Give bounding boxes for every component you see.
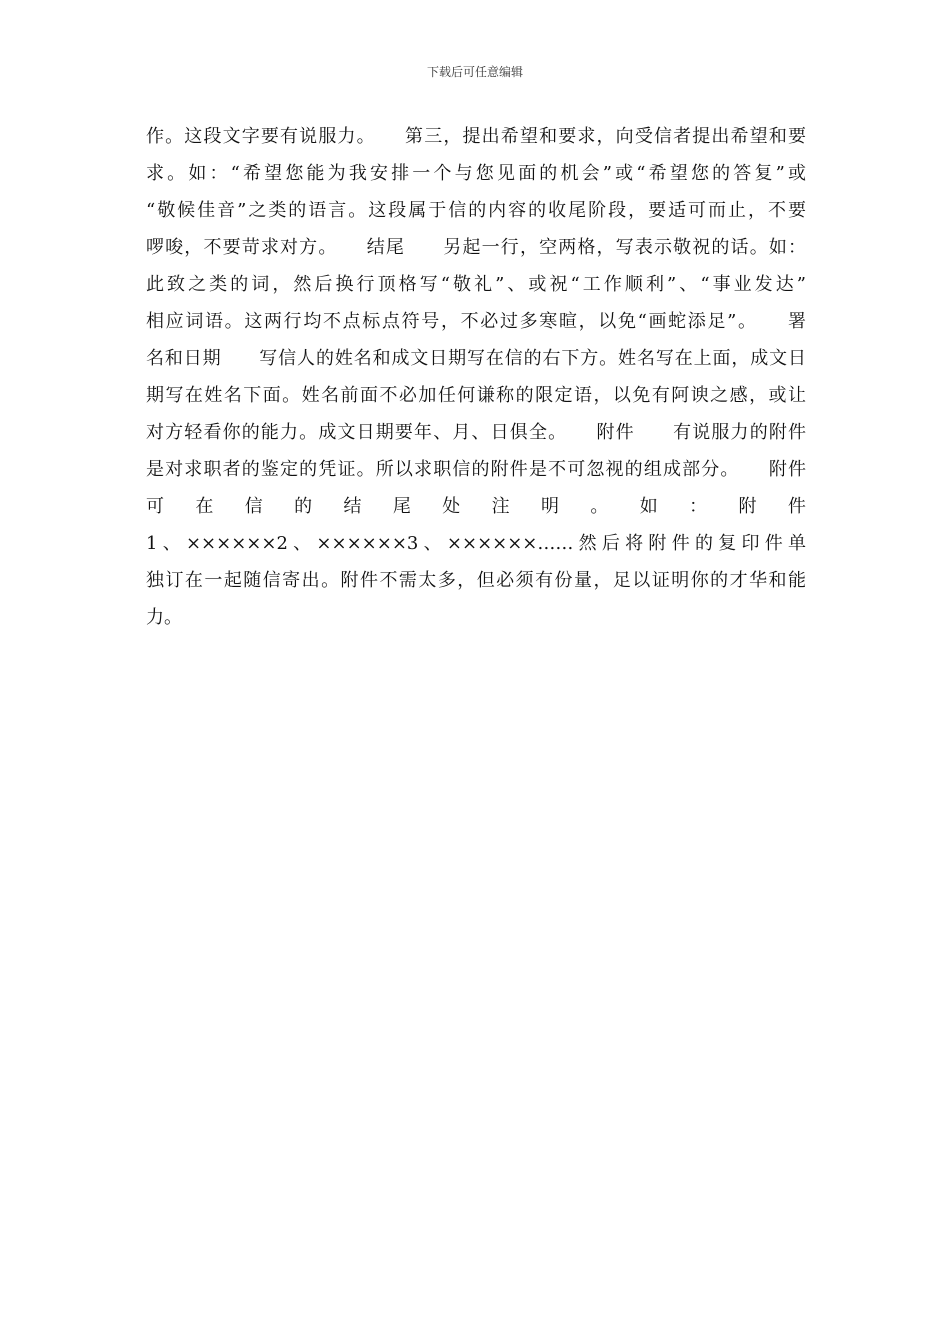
paragraph-line: 独订在一起随信寄出。附件不需太多，但必须有份量，足以证明你的才华和能	[146, 570, 806, 591]
paragraph-line: 1、××××××2、××××××3、××××××……然后将附件的复印件单	[146, 533, 806, 554]
document-body	[146, 118, 806, 636]
paragraph-line: “敬候佳音”之类的语言。这段属于信的内容的收尾阶段，要适可而止，不要	[146, 200, 806, 221]
paragraph-line-last: 力。	[146, 607, 182, 628]
paragraph-line-spread: 可 在 信 的 结 尾 处 注 明 。 如 ： 附 件	[146, 496, 806, 517]
page-header: 下载后可任意编辑	[426, 65, 523, 79]
paragraph-line: 此致之类的词，然后换行顶格写“敬礼”、或祝“工作顺利”、“事业发达”	[146, 274, 806, 295]
paragraph-line: 名和日期 写信人的姓名和成文日期写在信的右下方。姓名写在上面，成文日	[146, 348, 806, 369]
paragraph-line: 啰唆，不要苛求对方。 结尾 另起一行，空两格，写表示敬祝的话。如：	[146, 237, 806, 258]
paragraph-line: 对方轻看你的能力。成文日期要年、月、日俱全。 附件 有说服力的附件	[146, 422, 806, 443]
paragraph-line: 相应词语。这两行均不点标点符号，不必过多寒暄，以免“画蛇添足”。 署	[146, 311, 806, 332]
paragraph-line: 求。如：“希望您能为我安排一个与您见面的机会”或“希望您的答复”或	[146, 163, 806, 184]
paragraph-line: 期写在姓名下面。姓名前面不必加任何谦称的限定语，以免有阿谀之感，或让	[146, 385, 806, 406]
paragraph-line: 作。这段文字要有说服力。 第三，提出希望和要求，向受信者提出希望和要	[146, 126, 806, 147]
paragraph-line: 是对求职者的鉴定的凭证。所以求职信的附件是不可忽视的组成部分。 附件	[146, 459, 806, 480]
